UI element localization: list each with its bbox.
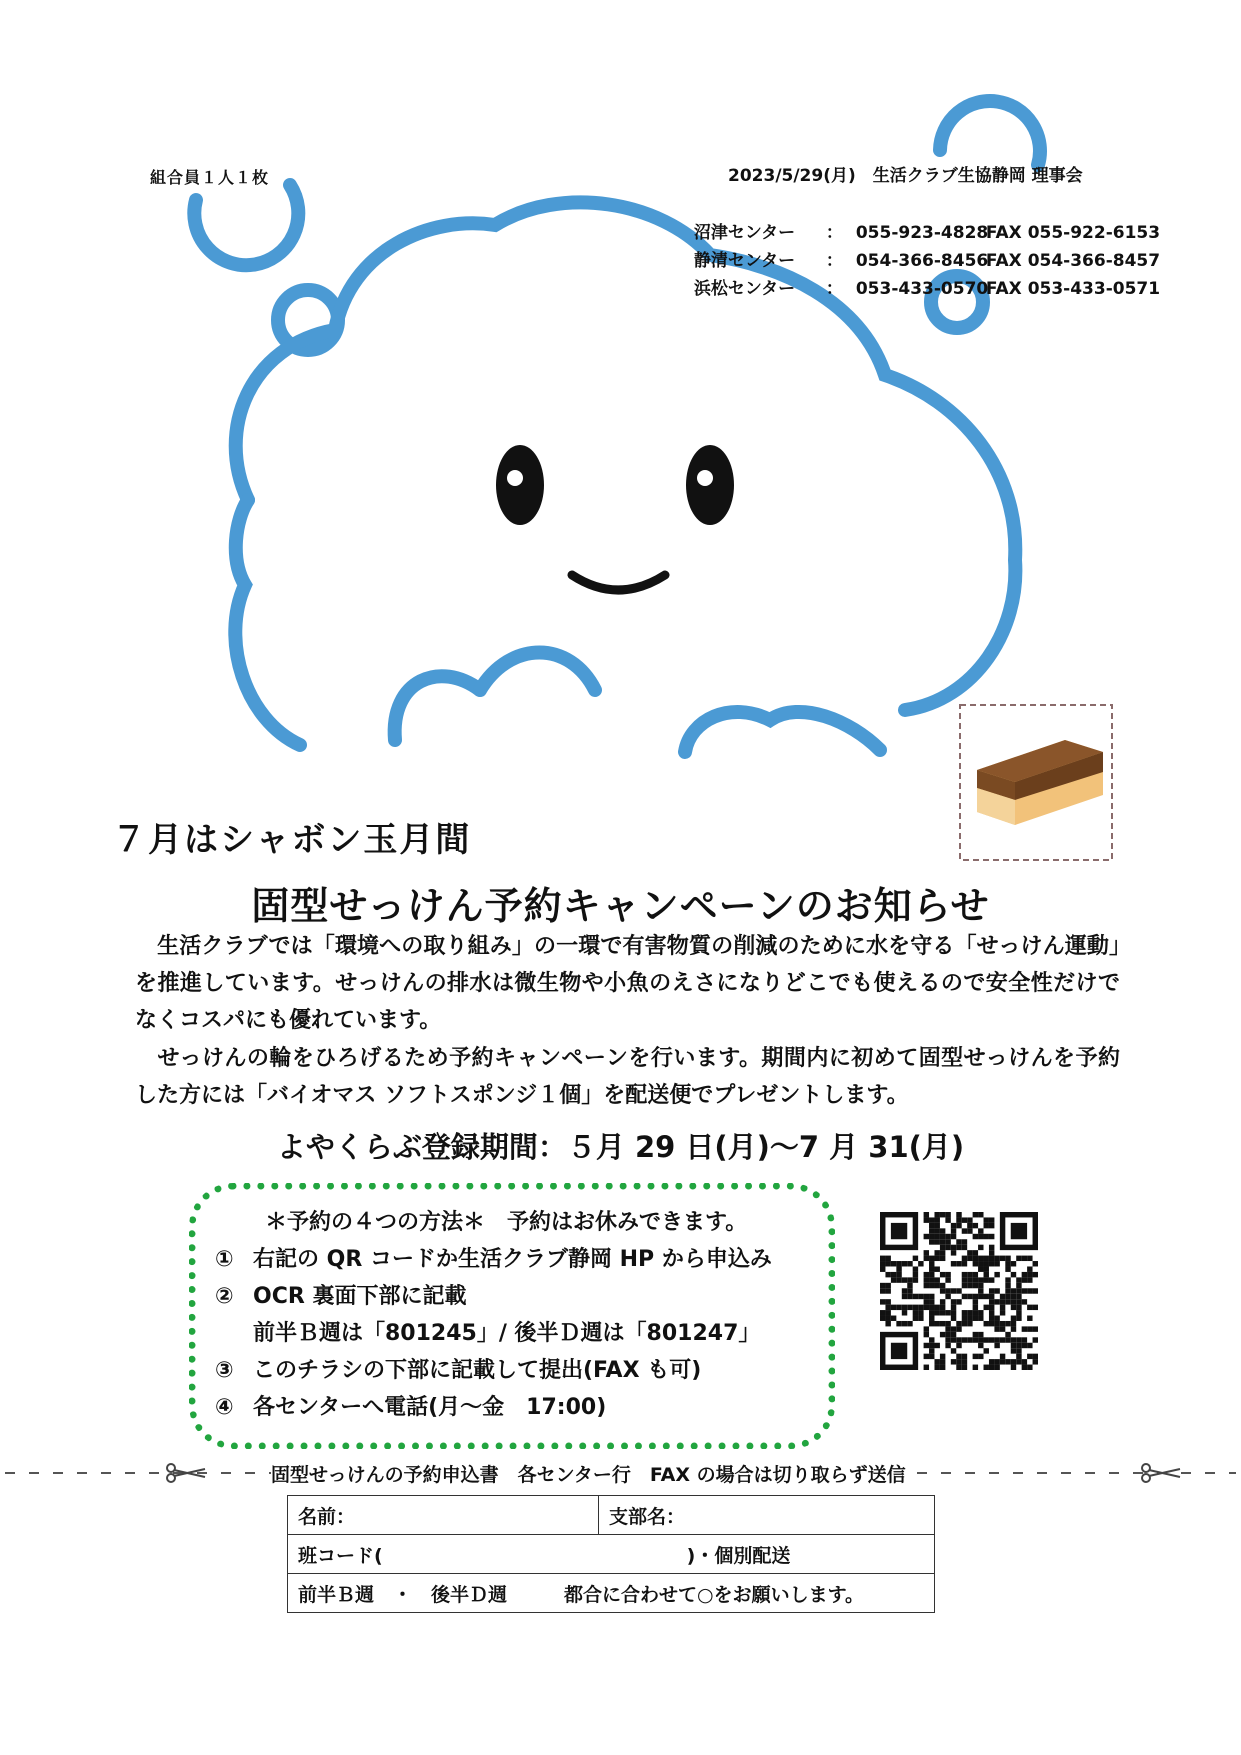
- contact-tel: 055-923-4828: [855, 223, 989, 243]
- contact-fax: FAX 053-433-0571: [985, 279, 1161, 299]
- registration-period: よやくらぶ登録期間：５月 29 日(月)～7 月 31(月): [276, 1130, 965, 1164]
- header-date-line: 2023/5/29(月) 生活クラブ生協静岡 理事会: [728, 166, 1083, 186]
- member-note: 組合員１人１枚: [150, 168, 270, 187]
- order-form: [287, 1495, 935, 1613]
- method-item: [215, 1316, 760, 1347]
- method-number: ④: [215, 1395, 234, 1420]
- contact-colon: ：: [825, 223, 843, 243]
- method-number: ①: [215, 1247, 234, 1272]
- intro-paragraph: 生活クラブでは「環境への取り組み」の一環で有害物質の削減のために水を守る「せっけん運動」を推進しています。せっけんの排水は微生物や小魚のえさになりどこでも使えるので安全性だけでなくコスパにも優れています。: [135, 934, 1120, 1033]
- form-caption: 固型せっけんの予約申込書 各センター行 FAX の場合は切り取らず送信: [271, 1460, 906, 1487]
- method-text: 右記の QR コードか生活クラブ静岡 HP から申込み: [253, 1247, 772, 1272]
- methods-title: ＊予約の４つの方法＊ 予約はお休みできます。: [265, 1210, 748, 1235]
- page-title: 固型せっけん予約キャンペーンのお知らせ: [251, 884, 990, 928]
- sponge-image: [955, 700, 1117, 865]
- name-field[interactable]: 名前：: [288, 1496, 599, 1535]
- method-text: このチラシの下部に記載して提出(FAX も可): [253, 1358, 702, 1383]
- campaign-paragraph: せっけんの輪をひろげるため予約キャンペーンを行います。期間内に初めて固型せっけんを予約した方には「バイオマス ソフトスポンジ１個」を配送便でプレゼントします。: [135, 1046, 1120, 1108]
- contact-fax: FAX 055-922-6153: [985, 223, 1161, 243]
- contact-center-name: 静清センター: [693, 251, 796, 271]
- method-text: 各センターへ電話(月～金 17:00): [253, 1395, 607, 1420]
- month-heading: ７月はシャボン玉月間: [112, 820, 472, 860]
- branch-field[interactable]: 支部名：: [599, 1496, 935, 1535]
- method-item: [215, 1242, 772, 1273]
- scissors-icon: [1142, 1464, 1180, 1482]
- contact-tel: 054-366-8456: [855, 251, 989, 271]
- contact-center-name: 沼津センター: [693, 223, 796, 243]
- method-number: ②: [215, 1284, 234, 1309]
- method-item: [215, 1353, 701, 1384]
- contact-center-name: 浜松センター: [693, 279, 796, 299]
- method-item: [215, 1279, 466, 1310]
- week-choice-field[interactable]: 前半Ｂ週 ・ 後半Ｄ週 都合に合わせて○をお願いします。: [288, 1574, 935, 1613]
- contact-tel: 053-433-0570: [855, 279, 989, 299]
- contact-colon: ：: [825, 251, 843, 271]
- method-text: 前半Ｂ週は「801245」/ 後半Ｄ週は「801247」: [253, 1321, 761, 1346]
- method-number: ③: [215, 1358, 234, 1383]
- contact-colon: ：: [825, 279, 843, 299]
- qr-code[interactable]: [880, 1212, 1038, 1370]
- contact-fax: FAX 054-366-8457: [985, 251, 1161, 271]
- group-code-field[interactable]: 班コード( )・個別配送: [288, 1535, 935, 1574]
- method-item: [215, 1390, 606, 1421]
- contact-row-hamamatsu: [682, 254, 1160, 299]
- method-text: OCR 裏面下部に記載: [253, 1284, 467, 1309]
